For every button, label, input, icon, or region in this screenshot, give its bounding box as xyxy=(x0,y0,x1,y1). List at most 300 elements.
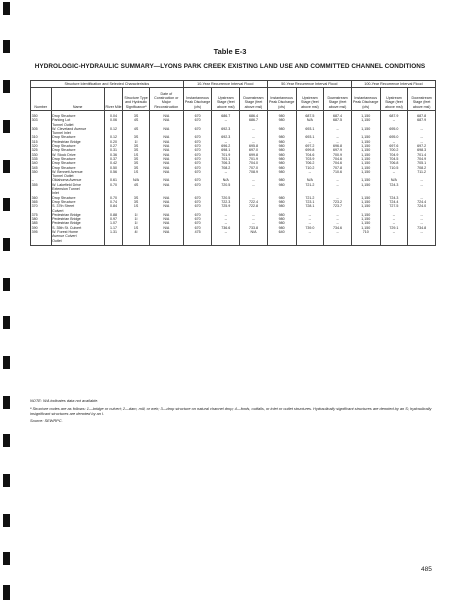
table-cell: Culvert xyxy=(51,209,104,213)
table-cell: 395 xyxy=(31,230,52,234)
table-cell: 687.5 xyxy=(296,111,324,119)
table-cell: Outlet xyxy=(51,239,104,246)
table-cell: 693.1 xyxy=(296,135,324,139)
table-cell xyxy=(212,239,240,246)
table-cell: 722.8 xyxy=(240,204,268,208)
binding-mark xyxy=(3,474,10,487)
table-cell: -- xyxy=(324,230,352,234)
table-cell xyxy=(149,239,183,246)
table-cell: 687.5 xyxy=(324,118,352,122)
table-cell: N/A xyxy=(149,200,183,204)
summary-table-container xyxy=(30,80,436,246)
table-cell: -- xyxy=(408,213,436,217)
table-cell: N/A xyxy=(149,183,183,187)
table-cell: 687.4 xyxy=(324,111,352,119)
table-body xyxy=(31,111,436,246)
table-cell: 697.9 xyxy=(324,148,352,152)
table-cell: W. Bennett Avenue xyxy=(51,170,104,174)
binding-mark xyxy=(3,278,10,291)
table-cell: 980 xyxy=(267,221,296,225)
column-header: Downstream Stage (feet above msl) xyxy=(324,88,352,111)
table-cell: 1,150 xyxy=(351,127,380,131)
table-cell: 4I xyxy=(123,230,150,234)
table-notes xyxy=(30,398,436,426)
table-cell xyxy=(123,239,150,246)
table-cell: 704.9 xyxy=(408,157,436,161)
table-cell xyxy=(408,239,436,246)
table-cell: 980 xyxy=(267,118,296,122)
table-cell: 980 xyxy=(267,204,296,208)
table-cell xyxy=(351,239,380,246)
table-cell: Drop Structure xyxy=(51,157,104,161)
column-header: Number xyxy=(31,88,52,111)
table-cell: 1S xyxy=(123,153,150,157)
table-cell: N/A xyxy=(149,144,183,148)
binding-mark xyxy=(3,160,10,173)
column-header: Name xyxy=(51,88,104,111)
table-cell: W. Stock Drive xyxy=(51,153,104,157)
table-cell: 980 xyxy=(267,213,296,217)
table-cell: 710.5 xyxy=(380,166,408,170)
table-cell: 980 xyxy=(267,135,296,139)
table-cell: 704.6 xyxy=(296,153,324,157)
table-cell: 980 xyxy=(267,161,296,165)
table-cell: N/A xyxy=(149,161,183,165)
table-cell: 980 xyxy=(267,144,296,148)
table-cell: -- xyxy=(380,118,408,122)
table-cell: 335 xyxy=(31,157,52,161)
binding-mark xyxy=(3,120,10,133)
table-cell: 1,150 xyxy=(351,135,380,139)
table-cell: 699.8 xyxy=(240,153,268,157)
group-header-100yr: 100-Year Recurrence Interval Flood xyxy=(351,81,435,88)
table-cell: 1,150 xyxy=(351,148,380,152)
table-cell: 4S xyxy=(123,183,150,187)
table-cell: S. 35th St. Culvert xyxy=(51,226,104,230)
table-cell: 736.6 xyxy=(212,226,240,230)
table-cell: 0.04 xyxy=(104,111,122,119)
table-cell: 315 xyxy=(31,140,52,144)
table-cell: 980 xyxy=(267,200,296,204)
table-cell: 704.9 xyxy=(380,153,408,157)
table-cell: 1,150 xyxy=(351,200,380,204)
table-cell: 340 xyxy=(31,161,52,165)
table-cell: -- xyxy=(324,140,352,144)
table-cell: 687.8 xyxy=(408,111,436,119)
column-header: Downstream Stage (feet above msl) xyxy=(408,88,436,111)
table-cell: 704.6 xyxy=(324,157,352,161)
table-cell: Tunnel Outlet xyxy=(51,174,104,178)
table-cell: N/A xyxy=(149,170,183,174)
column-header: Date of Construction or Major Reconstruction xyxy=(149,88,183,111)
table-cell: 640 xyxy=(267,230,296,234)
table-cell: N/A xyxy=(149,118,183,122)
table-cell: N/A xyxy=(149,140,183,144)
table-cell: Oklahoma Avenue xyxy=(51,178,104,182)
table-cell: 1,150 xyxy=(351,217,380,221)
table-cell: 980 xyxy=(267,226,296,230)
table-cell: 710.2 xyxy=(296,166,324,170)
column-header: Instantaneous Peak Discharge (cfs) xyxy=(267,88,296,111)
table-cell: -- xyxy=(380,213,408,217)
table-cell: 686.7 xyxy=(212,111,240,119)
table-cell xyxy=(183,239,212,246)
table-cell xyxy=(296,239,324,246)
table-header xyxy=(31,81,436,111)
table-cell: 4S xyxy=(123,118,150,122)
table-cell: 0.36 xyxy=(104,153,122,157)
table-row xyxy=(31,239,436,246)
table-cell: 980 xyxy=(267,148,296,152)
column-header: River Mile xyxy=(104,88,122,111)
table-cell: 1,150 xyxy=(351,111,380,119)
table-cell: 0.06 xyxy=(104,118,122,122)
table-cell: 980 xyxy=(267,196,296,200)
table-title: HYDROLOGIC-HYDRAULIC SUMMARY—LYONS PARK CREEK EXISTING LAND USE AND COMMITTED CHANNEL CONDITIONS xyxy=(34,63,426,70)
table-cell: 980 xyxy=(267,111,296,119)
table-cell: 724.3 xyxy=(380,196,408,200)
table-cell: 670 xyxy=(183,166,212,170)
table-cell: 1,150 xyxy=(351,153,380,157)
table-cell: -- xyxy=(296,213,324,217)
table-cell: 695.0 xyxy=(380,135,408,139)
table-cell xyxy=(324,239,352,246)
table-cell: 0.61 xyxy=(104,178,122,182)
table-cell: 0.12 xyxy=(104,127,122,131)
table-cell: Tunnel Inlet xyxy=(51,131,104,135)
table-cell: -- xyxy=(240,140,268,144)
table-cell: 696.8 xyxy=(324,144,352,148)
table-cell: 729.1 xyxy=(380,226,408,230)
group-header-10yr: 10-Year Recurrence Interval Flood xyxy=(183,81,267,88)
table-cell: 724.0 xyxy=(408,204,436,208)
table-cell: N/A xyxy=(149,157,183,161)
table-cell: 723.2 xyxy=(324,200,352,204)
table-cell: 390 xyxy=(31,226,52,230)
table-cell: 365 xyxy=(31,200,52,204)
column-header: Upstream Stage (feet above msl) xyxy=(380,88,408,111)
table-cell: 1S xyxy=(123,226,150,230)
table-cell: N/A xyxy=(240,230,268,234)
table-cell: 980 xyxy=(267,127,296,131)
table-cell: 692.3 xyxy=(212,135,240,139)
table-cell: N/A xyxy=(149,217,183,221)
table-cell: 701.9 xyxy=(212,153,240,157)
binding-mark xyxy=(3,198,10,211)
table-cell: -- xyxy=(240,178,268,182)
table-cell: 721.2 xyxy=(296,183,324,187)
table-cell: -- xyxy=(240,135,268,139)
table-cell: 728.1 xyxy=(296,204,324,208)
table-cell: 3S xyxy=(123,166,150,170)
table-cell: N/A xyxy=(149,213,183,217)
table-cell: 1.07 xyxy=(104,221,122,225)
table-cell: -- xyxy=(240,221,268,225)
table-cell: 3S xyxy=(123,148,150,152)
table-cell: -- xyxy=(324,221,352,225)
table-cell: N/A xyxy=(149,226,183,230)
table-cell: -- xyxy=(240,127,268,131)
table-cell: 330 xyxy=(31,153,52,157)
table-cell: Drop Structure xyxy=(51,148,104,152)
table-cell: 703.9 xyxy=(296,157,324,161)
table-cell: 696.2 xyxy=(212,144,240,148)
table-cell: 670 xyxy=(183,226,212,230)
table-cell: -- xyxy=(408,178,436,182)
table-cell: 670 xyxy=(183,217,212,221)
table-cell: 1,150 xyxy=(351,144,380,148)
table-cell: -- xyxy=(296,217,324,221)
table-cell: -- xyxy=(212,118,240,122)
table-cell: N/A xyxy=(123,178,150,182)
table-cell: -- xyxy=(380,221,408,225)
table-cell: 3S xyxy=(123,196,150,200)
table-cell: 1,150 xyxy=(351,140,380,144)
table-cell: 670 xyxy=(183,153,212,157)
table-cell: -- xyxy=(324,183,352,187)
table-cell: 980 xyxy=(267,157,296,161)
table-cell: 721.2 xyxy=(296,196,324,200)
binding-mark xyxy=(3,514,10,527)
table-cell: -- xyxy=(212,213,240,217)
table-cell: Drop Structure xyxy=(51,161,104,165)
binding-mark xyxy=(3,396,10,409)
group-header-structure: Structure Identification and Selected Characteristics xyxy=(31,81,184,88)
table-cell: 708.9 xyxy=(240,170,268,174)
table-cell: 3S xyxy=(123,161,150,165)
table-cell: 700.9 xyxy=(324,153,352,157)
table-cell: N/A xyxy=(212,178,240,182)
table-cell: N/A xyxy=(296,178,324,182)
table-cell: 370 xyxy=(31,204,52,208)
table-cell: -- xyxy=(212,217,240,221)
table-cell: Avenue Culvert xyxy=(51,234,104,238)
table-cell: N/A xyxy=(149,127,183,131)
table-cell: 1,150 xyxy=(351,178,380,182)
table-cell: N/A xyxy=(380,178,408,182)
table-cell: S. 37th Street xyxy=(51,204,104,208)
table-cell: 698.1 xyxy=(212,148,240,152)
table-cell: 724.4 xyxy=(408,200,436,204)
table-cell: Drop Structure xyxy=(51,135,104,139)
table-cell: -- xyxy=(296,170,324,174)
table-cell: 0.56 xyxy=(104,170,122,174)
table-cell: 670 xyxy=(183,213,212,217)
table-cell: 705.1 xyxy=(408,161,436,165)
table-cell: 670 xyxy=(183,157,212,161)
table-cell: 707.0 xyxy=(240,166,268,170)
table-cell: 698.3 xyxy=(408,148,436,152)
table-cell xyxy=(380,239,408,246)
table-cell: 0.12 xyxy=(104,135,122,139)
table-cell: -- xyxy=(408,230,436,234)
table-cell: 3S xyxy=(123,111,150,119)
table-cell: 980 xyxy=(267,170,296,174)
hydrologic-summary-table xyxy=(30,80,436,246)
table-cell: W. Lakefield Drive xyxy=(51,183,104,187)
binding-mark xyxy=(3,356,10,369)
column-header: Upstream Stage (feet above msl) xyxy=(212,88,240,111)
table-cell: Drop Structure xyxy=(51,166,104,170)
table-cell: 725.9 xyxy=(212,204,240,208)
table-cell: 0.37 xyxy=(104,157,122,161)
table-cell: 708.2 xyxy=(408,166,436,170)
table-cell: -- xyxy=(380,217,408,221)
table-cell: 670 xyxy=(183,148,212,152)
table-cell: 723.1 xyxy=(296,200,324,204)
table-cell: 704.0 xyxy=(240,161,268,165)
table-cell: N/A xyxy=(149,204,183,208)
column-header: Structure Type and Hydraulic Significanceᵃ xyxy=(123,88,150,111)
table-cell: 1.31 xyxy=(104,230,122,234)
table-cell: 670 xyxy=(183,200,212,204)
table-cell: 670 xyxy=(183,183,212,187)
table-cell: 980 xyxy=(267,183,296,187)
table-cell: 670 xyxy=(183,111,212,119)
table-cell: 670 xyxy=(183,140,212,144)
binding-mark xyxy=(3,316,10,329)
table-cell: 0.70 xyxy=(104,183,122,187)
table-cell: -- xyxy=(240,217,268,221)
table-cell: 4S xyxy=(123,127,150,131)
source-note: Source: SEWRPC. xyxy=(30,418,63,423)
table-cell: Pedestrian Bridge xyxy=(51,221,104,225)
group-header-50yr: 50-Year Recurrence Interval Flood xyxy=(267,81,351,88)
table-cell: 345 xyxy=(31,166,52,170)
table-cell: N/A xyxy=(149,230,183,234)
table-cell: N/A xyxy=(149,135,183,139)
table-cell: 1,150 xyxy=(351,161,380,165)
binding-mark xyxy=(3,2,10,15)
table-cell: 670 xyxy=(183,135,212,139)
table-cell: 739.0 xyxy=(296,226,324,230)
table-cell: 697.0 xyxy=(240,148,268,152)
table-cell: 697.2 xyxy=(408,144,436,148)
table-cell: 710.6 xyxy=(324,170,352,174)
table-cell: 980 xyxy=(267,178,296,182)
table-cell: 980 xyxy=(267,217,296,221)
table-cell: -- xyxy=(212,140,240,144)
table-cell: -- xyxy=(212,170,240,174)
table-cell: 3S xyxy=(123,144,150,148)
table-cell: 706.2 xyxy=(296,161,324,165)
table-cell: 697.6 xyxy=(380,144,408,148)
table-cell: 706.3 xyxy=(212,161,240,165)
table-cell: 1,150 xyxy=(351,166,380,170)
table-cell: Tunnel Outlet xyxy=(51,123,104,127)
table-cell: 670 xyxy=(183,196,212,200)
table-cell: 670 xyxy=(183,118,212,122)
binding-mark xyxy=(3,80,10,93)
table-cell: 1I xyxy=(123,221,150,225)
table-cell: Pedestrian Bridge xyxy=(51,217,104,221)
table-cell: -- xyxy=(212,221,240,225)
table-cell: 670 xyxy=(183,204,212,208)
table-cell: 1,150 xyxy=(351,204,380,208)
table-cell: N/A xyxy=(149,153,183,157)
table-cell: 700.2 xyxy=(380,148,408,152)
table-cell: 0.74 xyxy=(104,200,122,204)
binding-mark xyxy=(3,552,10,565)
table-cell: N/A xyxy=(149,111,183,119)
table-cell: -- xyxy=(408,196,436,200)
table-cell: 734.8 xyxy=(408,226,436,230)
table-cell: 701.9 xyxy=(240,157,268,161)
table-cell: -- xyxy=(380,170,408,174)
table-cell: 706.8 xyxy=(380,161,408,165)
table-cell: 1,150 xyxy=(351,157,380,161)
table-cell: 704.5 xyxy=(380,157,408,161)
table-cell: 360 xyxy=(31,196,52,200)
table-cell: N/A xyxy=(296,118,324,122)
table-cell: 3S xyxy=(123,157,150,161)
table-cell: 980 xyxy=(267,153,296,157)
table-cell: 724.3 xyxy=(380,183,408,187)
table-cell: 720.5 xyxy=(212,196,240,200)
table-cell: 0.50 xyxy=(104,166,122,170)
table-cell: 670 xyxy=(183,221,212,225)
na-note: NOTE: N/A indicates data not available. xyxy=(30,398,99,403)
table-cell: -- xyxy=(380,230,408,234)
table-cell: N/A xyxy=(149,196,183,200)
table-cell: 1.17 xyxy=(104,226,122,230)
table-cell: 0.27 xyxy=(104,144,122,148)
table-cell: 670 xyxy=(183,127,212,131)
table-row xyxy=(31,111,436,119)
table-cell: 697.2 xyxy=(296,144,324,148)
table-cell: Pedestrian Bridge xyxy=(51,140,104,144)
table-cell: 325 xyxy=(31,148,52,152)
table-cell: 980 xyxy=(267,140,296,144)
table-cell xyxy=(104,239,122,246)
table-cell: 703.1 xyxy=(212,157,240,161)
table-cell: -- xyxy=(296,140,324,144)
table-cell: 310 xyxy=(31,135,52,139)
table-cell: 695.8 xyxy=(240,144,268,148)
column-header: Instantaneous Peak Discharge (cfs) xyxy=(351,88,380,111)
table-cell: 1,150 xyxy=(351,196,380,200)
table-cell: Pedestrian Bridge xyxy=(51,213,104,217)
table-cell: 720.5 xyxy=(212,183,240,187)
table-cell xyxy=(240,239,268,246)
table-cell: 670 xyxy=(183,170,212,174)
table-cell: -- xyxy=(240,196,268,200)
table-cell: 723.7 xyxy=(324,204,352,208)
table-cell: Extension Tunnel xyxy=(51,187,104,191)
table-cell: Drop Structure xyxy=(51,196,104,200)
table-cell: 711.2 xyxy=(408,170,436,174)
table-cell: 0.88 xyxy=(104,213,122,217)
table-cell: 380 xyxy=(31,217,52,221)
table-cell: 303 xyxy=(31,118,52,122)
table-cell: -- xyxy=(408,221,436,225)
table-cell: 375 xyxy=(31,213,52,217)
table-cell: 385 xyxy=(31,221,52,225)
table-cell: -- xyxy=(380,140,408,144)
table-cell xyxy=(267,239,296,246)
table-cell: -- xyxy=(324,217,352,221)
table-cell: Inlet xyxy=(51,191,104,195)
table-cell: 0.20 xyxy=(104,140,122,144)
table-cell: 687.9 xyxy=(380,111,408,119)
table-cell: -- xyxy=(324,213,352,217)
table-cell: -- xyxy=(408,127,436,131)
table-cell: -- xyxy=(324,178,352,182)
table-cell: 670 xyxy=(183,144,212,148)
table-cell: 710 xyxy=(351,230,380,234)
table-cell: 1,150 xyxy=(351,118,380,122)
table-cell: -- xyxy=(31,178,52,182)
